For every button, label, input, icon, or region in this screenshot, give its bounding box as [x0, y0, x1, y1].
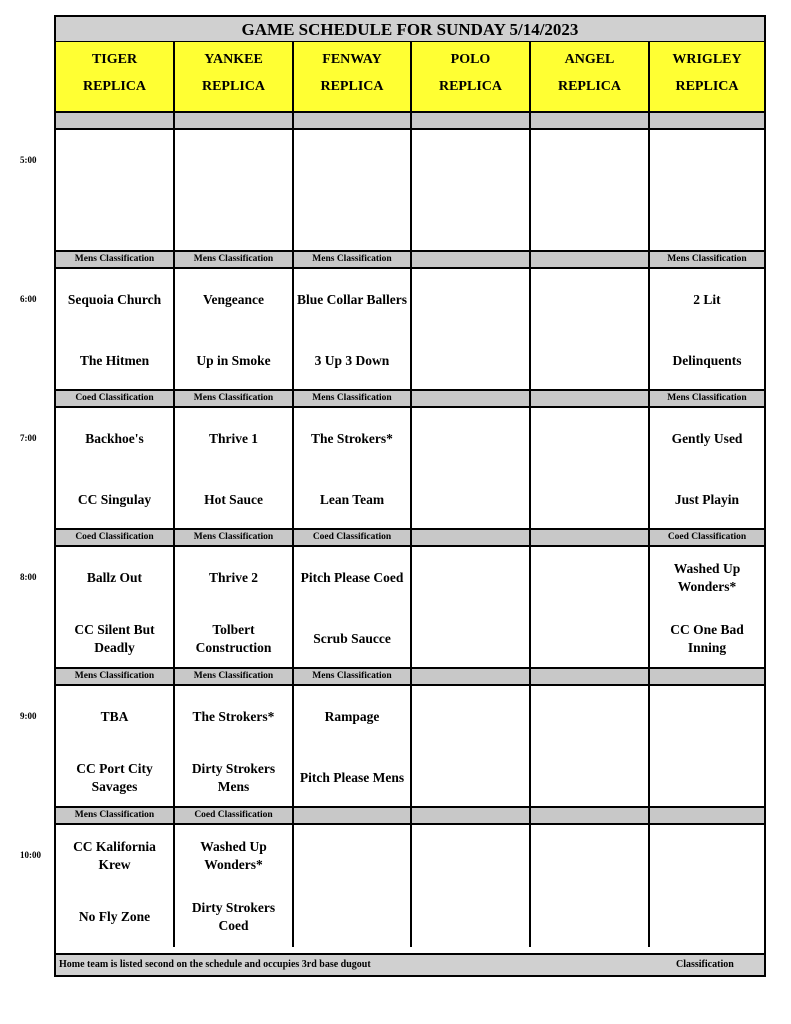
- game-cell: [412, 408, 531, 530]
- away-team: Rampage: [324, 709, 380, 724]
- away-team: [531, 558, 648, 598]
- classification-label: [294, 808, 412, 825]
- game-cell: [650, 269, 764, 391]
- classification-label: Mens Classification: [56, 669, 175, 686]
- away-team: [412, 558, 529, 598]
- classification-label: Mens Classification: [294, 252, 412, 269]
- away-team: [412, 280, 529, 320]
- field-header-wrigley: [650, 42, 764, 113]
- game-cell: [56, 130, 175, 252]
- game-cell: [650, 547, 764, 669]
- time-label: 6:00: [20, 294, 37, 304]
- away-team: TBA: [100, 709, 129, 724]
- home-team: Up in Smoke: [196, 353, 271, 368]
- classification-label: [650, 113, 764, 130]
- home-team: [412, 202, 529, 242]
- home-team: Tolbert Construction: [195, 622, 272, 655]
- game-cell: [531, 408, 650, 530]
- away-team: [56, 141, 173, 181]
- classification-label: [650, 669, 764, 686]
- away-team: CC Kalifornia Krew: [73, 839, 156, 872]
- game-cell: [175, 686, 294, 808]
- game-cell: [412, 269, 531, 391]
- home-team: [531, 202, 648, 242]
- classification-label: Mens Classification: [294, 391, 412, 408]
- home-team: CC One Bad Inning: [670, 622, 744, 655]
- away-team: Vengeance: [203, 292, 264, 307]
- classification-label: Mens Classification: [650, 252, 764, 269]
- home-team: [412, 480, 529, 520]
- classification-label: [531, 669, 650, 686]
- away-team: [531, 697, 648, 737]
- field-name: YANKEE: [204, 52, 263, 67]
- home-team: [175, 202, 292, 242]
- classification-label: [531, 391, 650, 408]
- home-team: Dirty Strokers Mens: [191, 761, 276, 794]
- away-team: Thrive 1: [208, 431, 259, 446]
- classification-label: [175, 113, 294, 130]
- footer-bar: [56, 953, 764, 975]
- home-team: Dirty Strokers Coed: [191, 900, 276, 933]
- classification-label: Mens Classification: [650, 391, 764, 408]
- home-team: No Fly Zone: [78, 909, 151, 924]
- away-team: [412, 141, 529, 181]
- home-team: [531, 897, 648, 937]
- away-team: Blue Collar Ballers: [297, 292, 407, 307]
- classification-label: Coed Classification: [294, 530, 412, 547]
- game-cell: [650, 408, 764, 530]
- classification-label: [531, 530, 650, 547]
- home-team: [650, 897, 764, 937]
- game-cell: [412, 825, 531, 947]
- time-label: 7:00: [20, 433, 37, 443]
- game-cell: [531, 130, 650, 252]
- classification-label: [56, 113, 175, 130]
- home-team: CC Singulay: [77, 492, 152, 507]
- away-team: Washed Up Wonders*: [673, 561, 741, 594]
- home-team: [412, 897, 529, 937]
- away-team: [650, 141, 764, 181]
- classification-label: Coed Classification: [56, 530, 175, 547]
- game-cell: [294, 686, 412, 808]
- game-cell: [650, 130, 764, 252]
- game-cell: [175, 825, 294, 947]
- game-cell: [56, 408, 175, 530]
- home-team: Lean Team: [319, 492, 385, 507]
- time-label: 5:00: [20, 155, 37, 165]
- game-cell: [294, 408, 412, 530]
- field-name: FENWAY: [322, 52, 382, 67]
- classification-label: Mens Classification: [56, 252, 175, 269]
- home-team: [294, 897, 410, 937]
- game-cell: [175, 269, 294, 391]
- home-team: Hot Sauce: [204, 492, 263, 507]
- field-header-yankee: [175, 42, 294, 113]
- field-name: TIGER: [91, 52, 138, 67]
- field-sub: REPLICA: [557, 79, 621, 94]
- game-cell: [56, 686, 175, 808]
- time-label: 8:00: [20, 572, 37, 582]
- game-cell: [412, 686, 531, 808]
- home-team: 3 Up 3 Down: [314, 353, 390, 368]
- classification-label: [412, 391, 531, 408]
- schedule-title: GAME SCHEDULE FOR SUNDAY 5/14/2023: [56, 17, 764, 42]
- field-header-fenway: [294, 42, 412, 113]
- game-cell: [531, 825, 650, 947]
- home-team: CC Port City Savages: [76, 761, 153, 794]
- home-team: [531, 480, 648, 520]
- field-sub: REPLICA: [320, 79, 384, 94]
- away-team: 2 Lit: [693, 292, 721, 307]
- classification-label: Mens Classification: [175, 252, 294, 269]
- home-team: [531, 619, 648, 659]
- classification-label: Coed Classification: [175, 808, 294, 825]
- field-sub: REPLICA: [438, 79, 502, 94]
- away-team: [650, 836, 764, 876]
- classification-label: Mens Classification: [175, 530, 294, 547]
- classification-label: [650, 808, 764, 825]
- classification-label: Coed Classification: [56, 391, 175, 408]
- away-team: [412, 836, 529, 876]
- home-team: [650, 202, 764, 242]
- classification-label: [531, 113, 650, 130]
- game-cell: [56, 269, 175, 391]
- classification-label: Mens Classification: [294, 669, 412, 686]
- field-sub: REPLICA: [201, 79, 265, 94]
- classification-label: [412, 669, 531, 686]
- away-team: [412, 697, 529, 737]
- away-team: [650, 697, 764, 737]
- game-cell: [650, 825, 764, 947]
- game-cell: [294, 825, 412, 947]
- game-cell: [531, 269, 650, 391]
- game-cell: [294, 547, 412, 669]
- classification-label: [412, 808, 531, 825]
- away-team: The Strokers*: [311, 431, 393, 446]
- classification-label: Mens Classification: [175, 669, 294, 686]
- away-team: [294, 141, 410, 181]
- game-cell: [412, 130, 531, 252]
- home-team: Delinquents: [672, 353, 742, 368]
- footer-note: Home team is listed second on the schedule and occupies 3rd base dugout: [59, 959, 371, 970]
- classification-label: [531, 252, 650, 269]
- away-team: Washed Up Wonders*: [200, 839, 267, 872]
- away-team: [412, 419, 529, 459]
- classification-label: [412, 113, 531, 130]
- classification-label: Coed Classification: [650, 530, 764, 547]
- away-team: Sequoia Church: [67, 292, 162, 307]
- field-name: POLO: [450, 52, 491, 67]
- home-team: [531, 758, 648, 798]
- time-label: 9:00: [20, 711, 37, 721]
- away-team: [531, 836, 648, 876]
- home-team: [56, 202, 173, 242]
- game-cell: [56, 825, 175, 947]
- game-cell: [175, 408, 294, 530]
- game-cell: [531, 547, 650, 669]
- game-cell: [175, 130, 294, 252]
- home-team: Scrub Saucce: [313, 631, 391, 646]
- game-cell: [531, 686, 650, 808]
- classification-label: [412, 252, 531, 269]
- field-sub: REPLICA: [82, 79, 146, 94]
- game-cell: [294, 130, 412, 252]
- away-team: [531, 141, 648, 181]
- classification-label: Mens Classification: [56, 808, 175, 825]
- field-header-angel: [531, 42, 650, 113]
- home-team: Pitch Please Mens: [299, 770, 405, 785]
- field-header-tiger: [56, 42, 175, 113]
- away-team: Gently Used: [671, 431, 743, 446]
- footer-classification: Classification: [676, 959, 734, 970]
- field-sub: REPLICA: [675, 79, 739, 94]
- classification-label: [412, 530, 531, 547]
- home-team: [294, 202, 410, 242]
- classification-label: [531, 808, 650, 825]
- home-team: Just Playin: [674, 492, 740, 507]
- away-team: [531, 419, 648, 459]
- schedule-sheet: [54, 15, 766, 977]
- away-team: Backhoe's: [85, 431, 144, 446]
- away-team: [531, 280, 648, 320]
- classification-label: Mens Classification: [175, 391, 294, 408]
- home-team: [412, 341, 529, 381]
- game-cell: [56, 547, 175, 669]
- home-team: [650, 758, 764, 798]
- game-cell: [650, 686, 764, 808]
- classification-label: [294, 113, 412, 130]
- time-label: 10:00: [20, 850, 41, 860]
- home-team: [412, 758, 529, 798]
- away-team: [175, 141, 292, 181]
- game-cell: [294, 269, 412, 391]
- away-team: Pitch Please Coed: [300, 570, 404, 585]
- away-team: The Strokers*: [192, 709, 275, 724]
- field-name: ANGEL: [564, 52, 615, 67]
- home-team: CC Silent But Deadly: [74, 622, 155, 655]
- away-team: [294, 836, 410, 876]
- away-team: Thrive 2: [208, 570, 259, 585]
- field-header-polo: [412, 42, 531, 113]
- field-name: WRIGLEY: [672, 52, 742, 67]
- game-cell: [412, 547, 531, 669]
- home-team: [531, 341, 648, 381]
- home-team: [412, 619, 529, 659]
- away-team: Ballz Out: [86, 570, 143, 585]
- game-cell: [175, 547, 294, 669]
- home-team: The Hitmen: [79, 353, 150, 368]
